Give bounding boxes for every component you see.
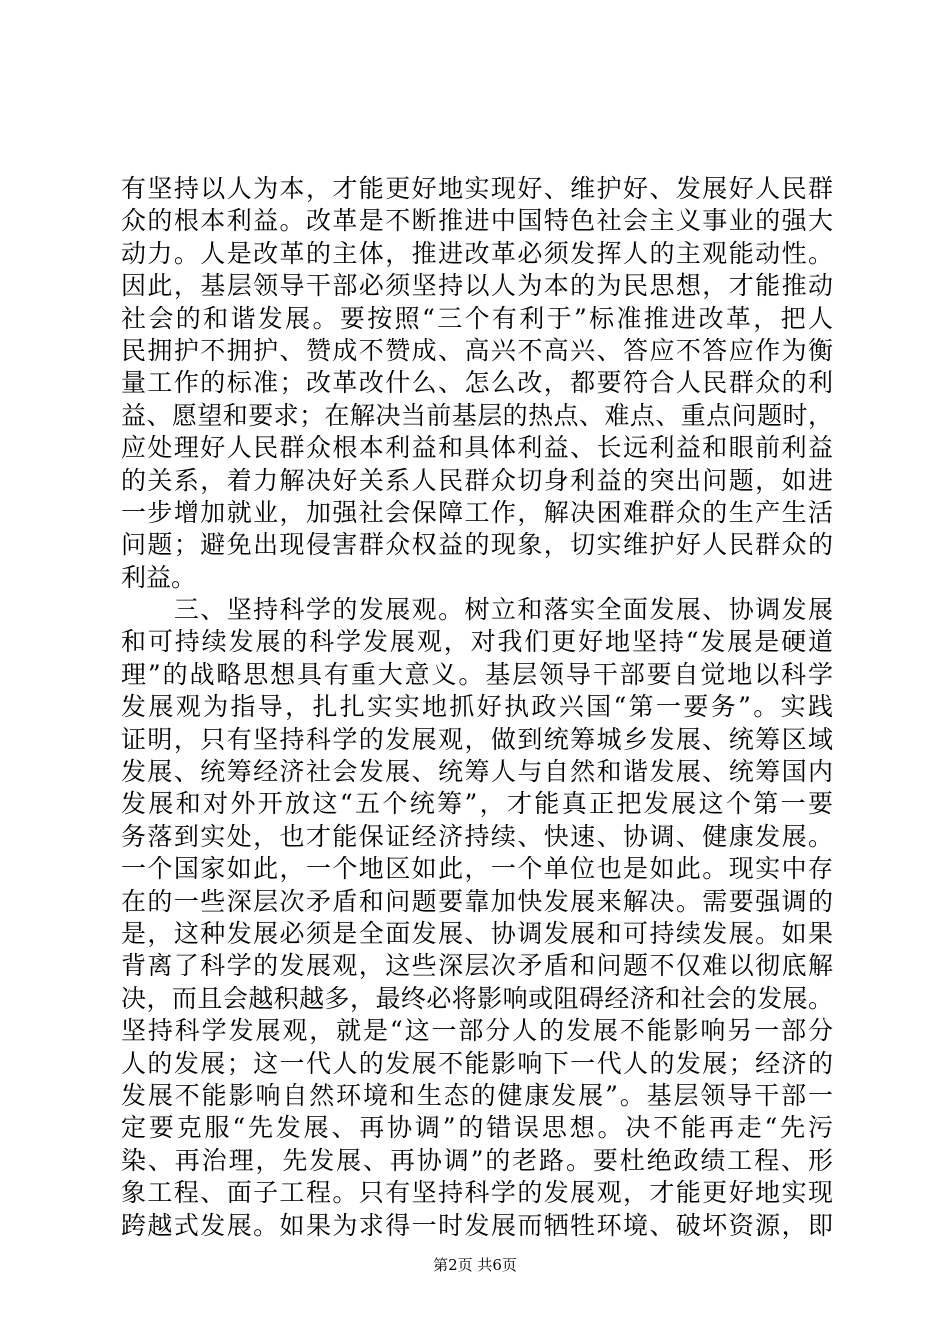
text-line: 益、愿望和要求；在解决当前基层的热点、难点、重点问题时， — [121, 400, 833, 430]
body-text — [121, 173, 833, 1242]
text-line: 量工作的标准；改革改什么、怎么改，都要符合人民群众的利 — [121, 368, 833, 398]
text-line: 染、再治理，先发展、再协调”的老路。要杜绝政绩工程、形 — [121, 1145, 833, 1175]
text-line: 证明，只有坚持科学的发展观，做到统筹城乡发展、统筹区域 — [121, 724, 833, 754]
text-line: 发展、统筹经济社会发展、统筹人与自然和谐发展、统筹国内 — [121, 757, 833, 787]
text-line: 定要克服“先发展、再协调”的错误思想。决不能再走“先污 — [121, 1113, 833, 1143]
text-line: 利益。 — [121, 562, 197, 592]
text-line: 的关系，着力解决好关系人民群众切身利益的突出问题，如进 — [121, 465, 833, 495]
page-footer: 第2页 共6页 — [433, 1256, 517, 1274]
text-line: 决，而且会越积越多，最终必将影响或阻碍经济和社会的发展。 — [121, 983, 833, 1013]
text-line: 民拥护不拥护、赞成不赞成、高兴不高兴、答应不答应作为衡 — [121, 335, 833, 365]
text-line: 社会的和谐发展。要按照“三个有利于”标准推进改革，把人 — [121, 303, 833, 333]
text-line: 应处理好人民群众根本利益和具体利益、长远利益和眼前利益 — [121, 433, 833, 463]
text-line: 发展观为指导，扎扎实实地抓好执政兴国“第一要务”。实践 — [121, 692, 833, 722]
text-line: 是，这种发展必须是全面发展、协调发展和可持续发展。如果 — [121, 918, 833, 948]
text-line: 象工程、面子工程。只有坚持科学的发展观，才能更好地实现 — [121, 1178, 833, 1208]
text-line: 因此，基层领导干部必须坚持以人为本的为民思想，才能推动 — [121, 271, 833, 301]
text-line: 一个国家如此，一个地区如此，一个单位也是如此。现实中存 — [121, 854, 833, 884]
text-line: 问题；避免出现侵害群众权益的现象，切实维护好人民群众的 — [121, 530, 833, 560]
text-line: 发展和对外开放这“五个统筹”，才能真正把发展这个第一要 — [121, 789, 833, 819]
text-line: 人的发展；这一代人的发展不能影响下一代人的发展；经济的 — [121, 1048, 833, 1078]
text-line: 一步增加就业，加强社会保障工作，解决困难群众的生产生活 — [121, 497, 833, 527]
text-line: 众的根本利益。改革是不断推进中国特色社会主义事业的强大 — [121, 206, 833, 236]
text-line: 理”的战略思想具有重大意义。基层领导干部要自觉地以科学 — [121, 659, 833, 689]
text-line: 坚持科学发展观，就是“这一部分人的发展不能影响另一部分 — [121, 1016, 833, 1046]
text-line: 三、坚持科学的发展观。树立和落实全面发展、协调发展 — [121, 595, 833, 625]
text-line: 动力。人是改革的主体，推进改革必须发挥人的主观能动性。 — [121, 238, 833, 268]
text-line: 发展不能影响自然环境和生态的健康发展”。基层领导干部一 — [121, 1080, 833, 1110]
text-line: 有坚持以人为本，才能更好地实现好、维护好、发展好人民群 — [121, 174, 833, 203]
text-line: 跨越式发展。如果为求得一时发展而牺牲环境、破坏资源，即 — [121, 1210, 833, 1240]
text-line: 务落到实处，也才能保证经济持续、快速、协调、健康发展。 — [121, 821, 833, 851]
text-line: 背离了科学的发展观，这些深层次矛盾和问题不仅难以彻底解 — [121, 951, 833, 981]
text-line: 和可持续发展的科学发展观，对我们更好地坚持“发展是硬道 — [121, 627, 833, 657]
text-line: 在的一些深层次矛盾和问题要靠加快发展来解决。需要强调的 — [121, 886, 833, 916]
